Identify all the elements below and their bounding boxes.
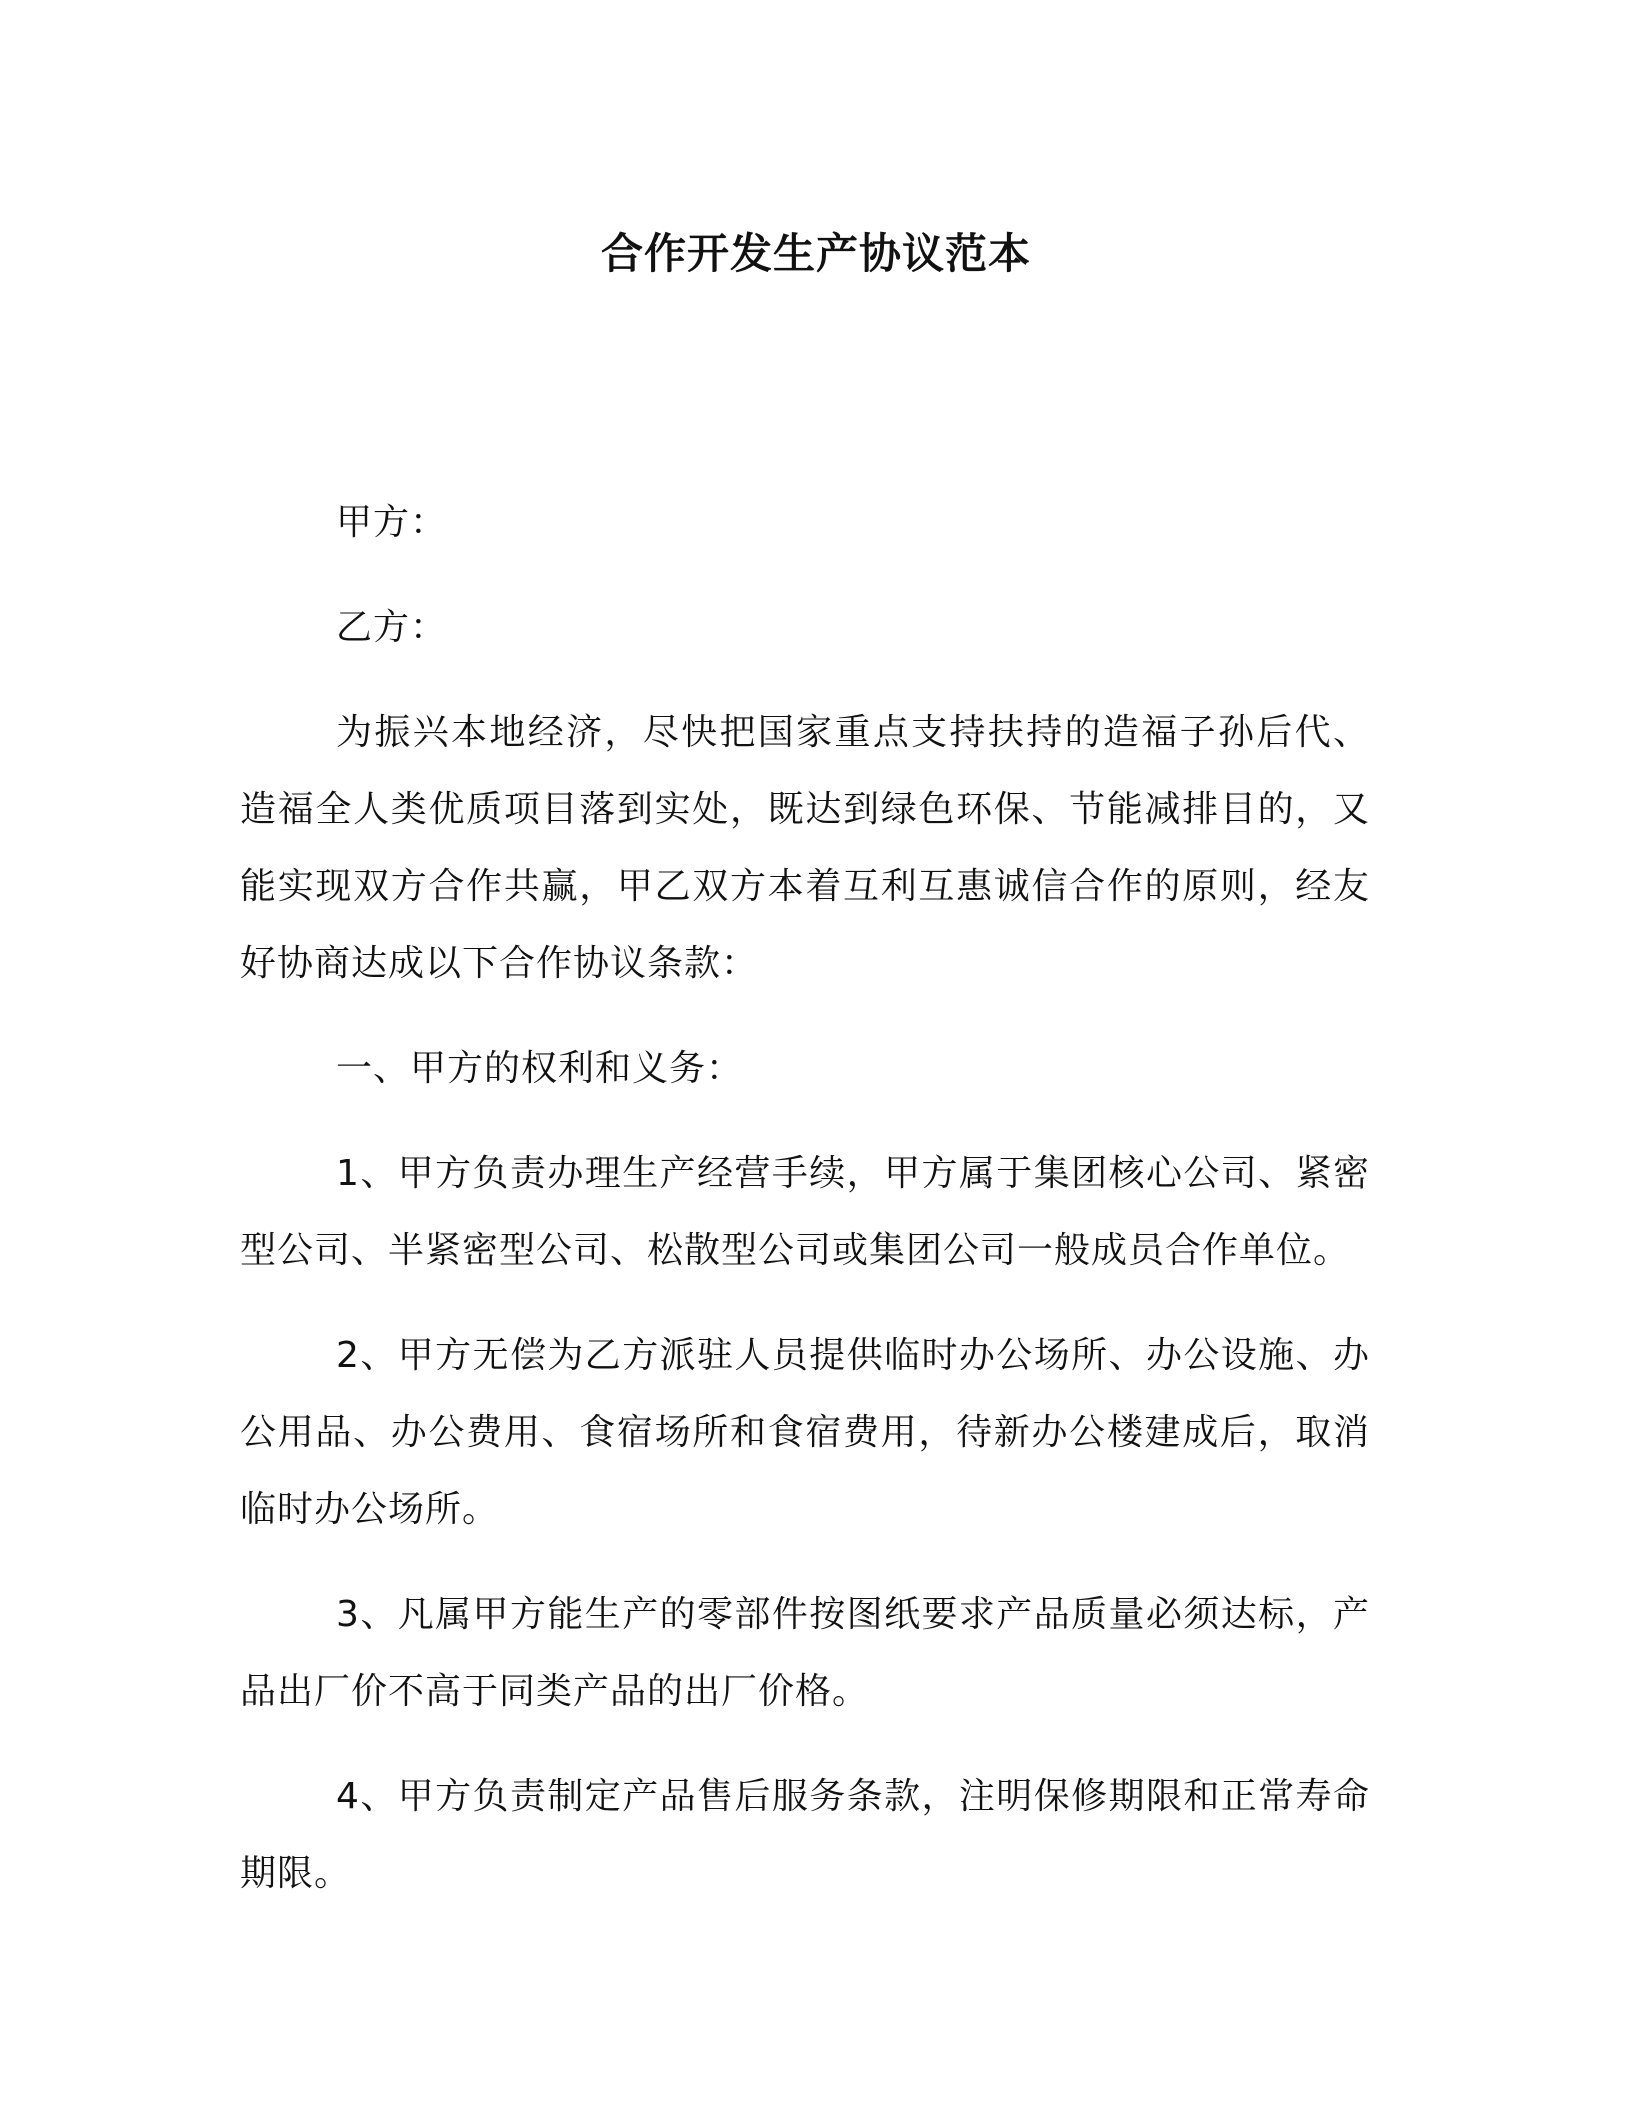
document-body (240, 484, 1370, 1912)
party-a-label: 甲方： (336, 502, 448, 543)
document-title: 合作开发生产协议范本 (600, 229, 1031, 278)
party-b-label: 乙方： (336, 607, 448, 648)
clause-paragraph: 4、甲方负责制定产品售后服务条款，注明保修期限和正常寿命期限。 (240, 1776, 1370, 1894)
section-heading: 一、甲方的权利和义务： (336, 1048, 744, 1089)
clause-paragraph: 1、甲方负责办理生产经营手续，甲方属于集团核心公司、紧密型公司、半紧密型公司、松散型公司或集团公司一般成员合作单位。 (240, 1153, 1370, 1271)
intro-paragraph: 为振兴本地经济，尽快把国家重点支持扶持的造福子孙后代、造福全人类优质项目落到实处，既达到绿色环保、节能减排目的，又能实现双方合作共赢，甲乙双方本着互利互惠诚信合作的原则，经友好协商达成以下合作协议条款： (240, 712, 1370, 984)
clause-paragraph: 2、甲方无偿为乙方派驻人员提供临时办公场所、办公设施、办公用品、办公费用、食宿场所和食宿费用，待新办公楼建成后，取消临时办公场所。 (240, 1335, 1370, 1530)
clause-paragraph: 3、凡属甲方能生产的零部件按图纸要求产品质量必须达标，产品出厂价不高于同类产品的出厂价格。 (240, 1594, 1370, 1712)
